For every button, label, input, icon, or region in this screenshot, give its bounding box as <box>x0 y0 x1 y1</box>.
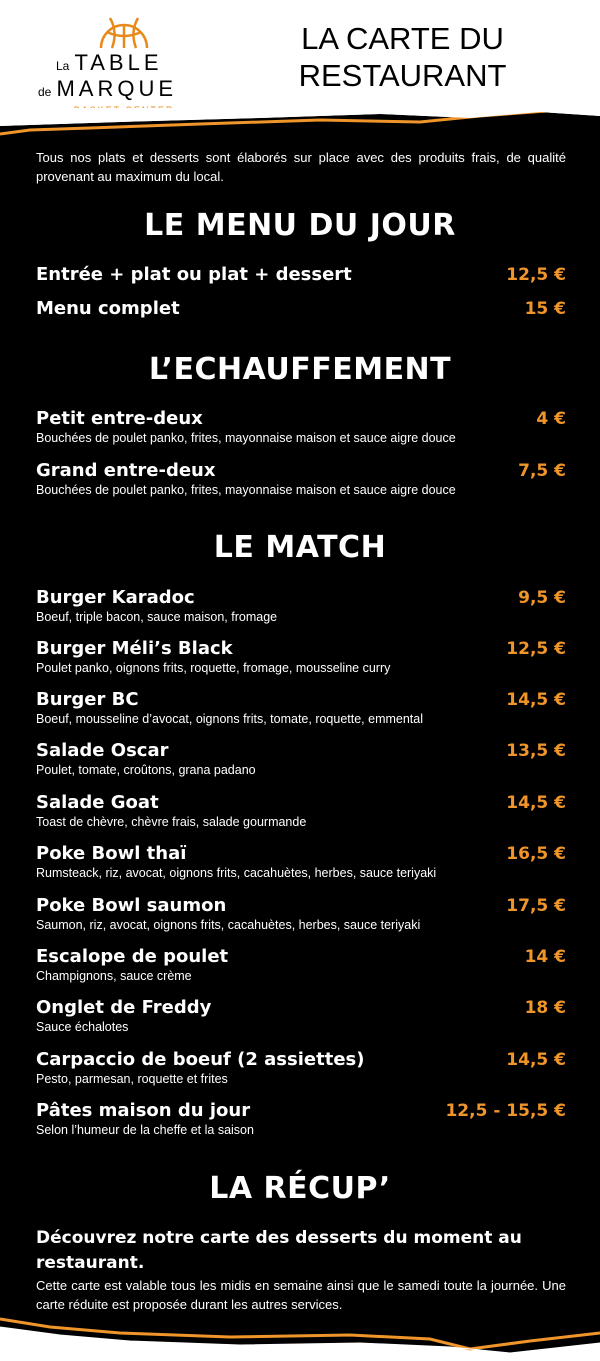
menu-item <box>36 408 566 446</box>
menu-item-name: Escalope de poulet <box>36 946 229 967</box>
menu-item-name: Carpaccio de boeuf (2 assiettes) <box>36 1049 365 1070</box>
menu-item-price: 12,5 € <box>506 639 566 659</box>
menu-item-name: Onglet de Freddy <box>36 997 212 1018</box>
intro-text: Tous nos plats et desserts sont élaborés sur place avec des produits frais, de qualité provenant au maximum du local. <box>36 150 566 184</box>
menu-item-description: Bouchées de poulet panko, frites, mayonnaise maison et sauce aigre douce <box>36 431 456 445</box>
section-title-recup: LA RÉCUP’ <box>209 1171 391 1206</box>
header-torn-edge <box>0 108 600 148</box>
footer-torn-edge <box>0 1313 600 1361</box>
menu-item <box>36 298 566 320</box>
menu-item <box>36 997 566 1035</box>
restaurant-logo <box>34 4 214 116</box>
menu-item <box>36 946 566 984</box>
menu-item <box>36 638 566 676</box>
menu-item <box>36 792 566 830</box>
recup-note-text: Cette carte est valable tous les midis en semaine ainsi que le samedi toute la journée. Une carte réduite est proposée durant les autres services. <box>36 1278 566 1312</box>
menu-item-description: Boeuf, mousseline d’avocat, oignons frits, tomate, roquette, emmental <box>36 712 424 726</box>
logo-line-marque <box>38 76 177 102</box>
menu-item-price: 14,5 € <box>506 690 566 710</box>
menu-item-price: 17,5 € <box>506 896 566 916</box>
menu-item-description: Poulet panko, oignons frits, roquette, fromage, mousseline curry <box>36 661 391 675</box>
menu-item <box>36 264 566 286</box>
logo-marque: MARQUE <box>56 76 178 101</box>
menu-item <box>36 843 566 881</box>
logo-la: La <box>56 59 70 73</box>
menu-item-name: Petit entre-deux <box>36 408 203 429</box>
section-title-match: LE MATCH <box>213 530 387 565</box>
menu-item <box>36 587 566 625</box>
menu-item-price: 7,5 € <box>518 461 566 481</box>
menu-item-price: 12,5 - 15,5 € <box>445 1101 566 1121</box>
menu-item <box>36 460 566 498</box>
menu-item-description: Boeuf, triple bacon, sauce maison, fromage <box>36 610 278 624</box>
basketball-icon <box>98 4 150 50</box>
menu-item-price: 9,5 € <box>518 588 566 608</box>
menu-item-description: Rumsteack, riz, avocat, oignons frits, cacahuètes, herbes, sauce teriyaki <box>36 866 437 880</box>
menu-item-price: 4 € <box>536 409 566 429</box>
page-title-line2: RESTAURANT <box>298 58 507 93</box>
menu-item-name: Burger Karadoc <box>36 587 195 608</box>
menu-item-description: Sauce échalotes <box>36 1020 129 1034</box>
menu-item-name: Burger BC <box>36 689 139 710</box>
menu-item-name: Menu complet <box>36 298 180 319</box>
menu-item-price: 16,5 € <box>506 844 566 864</box>
menu-item-name: Poke Bowl saumon <box>36 895 227 916</box>
menu-item-description: Bouchées de poulet panko, frites, mayonnaise maison et sauce aigre douce <box>36 483 456 497</box>
menu-item <box>36 740 566 778</box>
page-title <box>250 20 555 94</box>
logo-table: TABLE <box>74 50 163 75</box>
section-title-echauffement: L’ECHAUFFEMENT <box>148 352 452 387</box>
menu-item-name: Salade Oscar <box>36 740 169 761</box>
menu-item <box>36 895 566 933</box>
menu-item-name: Salade Goat <box>36 792 159 813</box>
menu-item-name: Pâtes maison du jour <box>36 1100 251 1121</box>
menu-item-name: Poke Bowl thaï <box>36 843 187 864</box>
menu-item-description: Toast de chèvre, chèvre frais, salade gourmande <box>36 815 307 829</box>
menu-item-name: Entrée + plat ou plat + dessert <box>36 264 352 285</box>
menu-item-price: 12,5 € <box>506 265 566 285</box>
menu-item-price: 13,5 € <box>506 741 566 761</box>
menu-item <box>36 1100 566 1138</box>
menu-item-description: Champignons, sauce crème <box>36 969 192 983</box>
menu-item-description: Saumon, riz, avocat, oignons frits, cacahuètes, herbes, sauce teriyaki <box>36 918 421 932</box>
menu-item-name: Grand entre-deux <box>36 460 216 481</box>
recup-lead-text: Découvrez notre carte des desserts du moment au restaurant. <box>36 1228 522 1273</box>
menu-item <box>36 1049 566 1087</box>
menu-item-name: Burger Méli’s Black <box>36 638 233 659</box>
menu-item-description: Pesto, parmesan, roquette et frites <box>36 1072 228 1086</box>
menu-item-description: Selon l’humeur de la cheffe et la saison <box>36 1123 254 1137</box>
menu-item-price: 14 € <box>524 947 566 967</box>
menu-item-price: 14,5 € <box>506 1050 566 1070</box>
menu-item-price: 15 € <box>524 299 566 319</box>
menu-item-price: 14,5 € <box>506 793 566 813</box>
menu-item-price: 18 € <box>524 998 566 1018</box>
section-title-menu-du-jour: LE MENU DU JOUR <box>144 208 456 243</box>
page-title-line1: LA CARTE DU <box>301 21 504 56</box>
logo-line-table <box>56 50 163 76</box>
menu-item-description: Poulet, tomate, croûtons, grana padano <box>36 763 256 777</box>
logo-de: de <box>38 85 52 99</box>
menu-item <box>36 689 566 727</box>
